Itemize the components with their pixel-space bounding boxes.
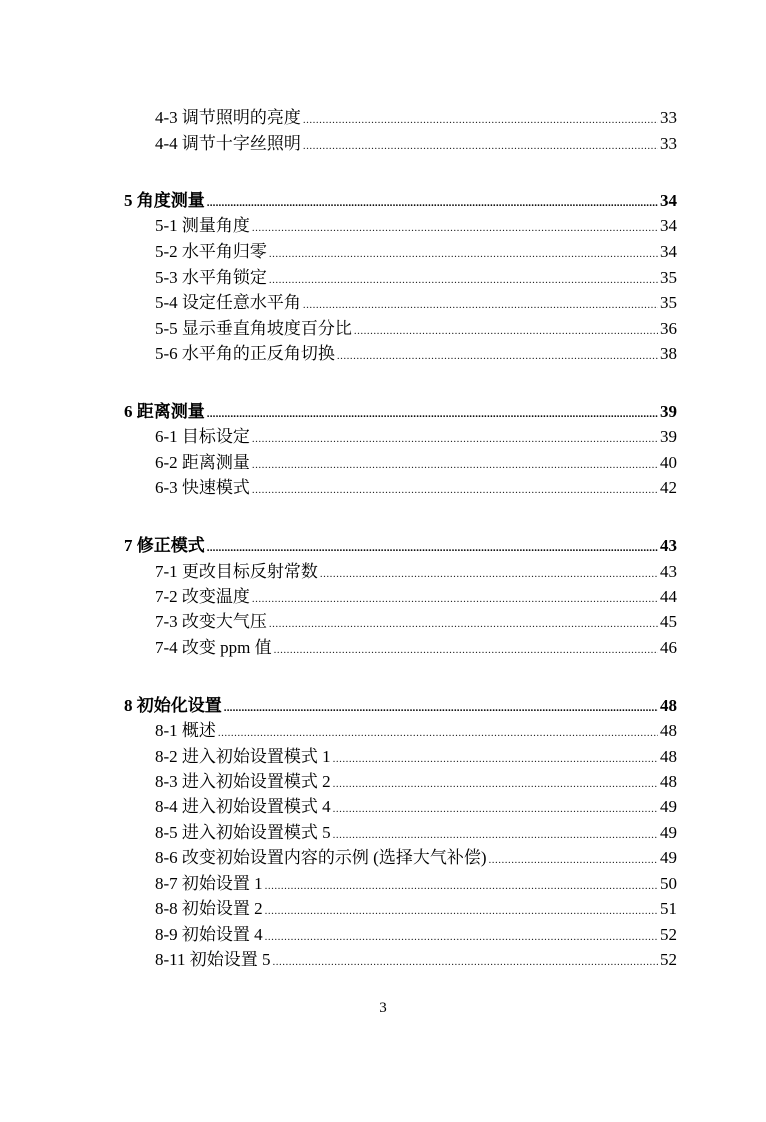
dot-leader [273,951,658,973]
toc-row [124,190,677,214]
dot-leader [269,613,658,635]
dot-leader [218,722,658,744]
dot-leader [333,824,658,846]
toc-row [155,452,677,476]
toc-row [155,215,677,239]
dot-leader [252,479,658,501]
toc-entry-5-3[interactable] [0,267,766,291]
toc-entry-label: 8-5 进入初始设置模式 5 [155,823,331,842]
toc-row [155,822,677,846]
toc-entry-label: 8-8 初始设置 2 [155,899,263,918]
page-number: 3 [379,1000,387,1016]
toc-entry-6-3[interactable] [0,477,766,501]
toc-entry-5-2[interactable] [0,241,766,265]
dot-leader [337,345,658,367]
toc-entry-page: 34 [660,242,677,261]
dot-leader [265,926,658,948]
toc-entry-label: 7-4 改变 ppm 值 [155,638,272,657]
toc-entry-page: 40 [660,453,677,472]
toc-entry-page: 33 [660,134,677,153]
toc-entry-label: 5-6 水平角的正反角切换 [155,344,335,363]
toc-entry-page: 35 [660,268,677,287]
toc-entry-page: 33 [660,108,677,127]
toc-entry-5-6[interactable] [0,343,766,367]
toc-row [155,873,677,897]
toc-entry-label: 8-7 初始设置 1 [155,874,263,893]
toc-row [124,695,677,719]
toc-entry-page: 51 [660,899,677,918]
toc-entry-7-4[interactable] [0,637,766,661]
toc-entry-label: 5-2 水平角归零 [155,242,267,261]
toc-row [124,401,677,425]
toc-entry-8-3[interactable] [0,771,766,795]
toc-entry-5-5[interactable] [0,318,766,342]
toc-entry-6-1[interactable] [0,426,766,450]
toc-row [155,477,677,501]
toc-entry-label: 8-6 改变初始设置内容的示例 (选择大气补偿) [155,848,487,867]
toc-row [155,267,677,291]
toc-entry-label: 8-1 概述 [155,721,216,740]
toc-entry-8-8[interactable] [0,898,766,922]
toc-entry-label: 8-2 进入初始设置模式 1 [155,747,331,766]
toc-entry-label: 8-9 初始设置 4 [155,925,263,944]
toc-entry-page: 38 [660,344,677,363]
toc-entry-label: 4-3 调节照明的亮度 [155,108,301,127]
toc-chapter-6[interactable] [0,401,766,425]
toc-entry-page: 48 [660,772,677,791]
dot-leader [333,748,658,770]
dot-leader [354,320,658,342]
toc-entry-label: 6-2 距离测量 [155,453,250,472]
toc-entry-page: 44 [660,587,677,606]
toc-entry-page: 48 [660,747,677,766]
toc-entry-8-6[interactable] [0,847,766,871]
toc-entry-label: 4-4 调节十字丝照明 [155,134,301,153]
toc-entry-label: 6-1 目标设定 [155,427,250,446]
toc-row [155,637,677,661]
dot-leader [488,849,658,871]
toc-entry-page: 50 [660,874,677,893]
toc-entry-label: 5-1 测量角度 [155,216,250,235]
toc-chapter-label: 5 角度测量 [124,191,205,210]
toc-row [155,318,677,342]
toc-entry-8-1[interactable] [0,720,766,744]
toc-entry-page: 49 [660,848,677,867]
toc-entry-page: 36 [660,319,677,338]
toc-entry-label: 6-3 快速模式 [155,478,250,497]
dot-leader [269,269,658,291]
toc-chapter-5[interactable] [0,190,766,214]
toc-entry-label: 5-4 设定任意水平角 [155,293,301,312]
dot-leader [252,454,658,476]
toc-row [155,746,677,770]
toc-row [155,949,677,973]
toc-entry-label: 5-5 显示垂直角坡度百分比 [155,319,352,338]
toc-row [155,720,677,744]
toc-entry-page: 34 [660,216,677,235]
dot-leader [320,563,658,585]
dot-leader [303,109,658,131]
toc-row [155,611,677,635]
toc-entry-8-4[interactable] [0,796,766,820]
toc-chapter-page: 34 [660,191,677,210]
toc-row [155,586,677,610]
toc-row [155,847,677,871]
toc-row [124,535,677,559]
dot-leader [333,798,658,820]
toc-entry-label: 7-2 改变温度 [155,587,250,606]
toc-entry-label: 5-3 水平角锁定 [155,268,267,287]
toc-entry-8-11[interactable] [0,949,766,973]
toc-chapter-page: 39 [660,402,677,421]
toc-row [155,898,677,922]
dot-leader [207,192,658,214]
toc-chapter-label: 8 初始化设置 [124,696,222,715]
dot-leader [252,588,658,610]
toc-row [155,426,677,450]
toc-chapter-8[interactable] [0,695,766,719]
toc-entry-label: 7-3 改变大气压 [155,612,267,631]
toc-entry-8-2[interactable] [0,746,766,770]
toc-entry-page: 52 [660,925,677,944]
toc-row [155,796,677,820]
toc-entry-page: 43 [660,562,677,581]
toc-entry-label: 7-1 更改目标反射常数 [155,562,318,581]
dot-leader [333,773,658,795]
toc-chapter-page: 43 [660,536,677,555]
toc-row [155,241,677,265]
dot-leader [265,875,658,897]
toc-entry-page: 49 [660,823,677,842]
dot-leader [303,294,658,316]
dot-leader [252,428,658,450]
dot-leader [274,639,658,661]
toc-entry-8-7[interactable] [0,873,766,897]
toc-row [155,107,677,131]
dot-leader [224,697,658,719]
toc-entry-7-2[interactable] [0,586,766,610]
toc-chapter-label: 6 距离测量 [124,402,205,421]
toc-entry-4-4[interactable] [0,133,766,157]
dot-leader [207,403,658,425]
toc-entry-page: 46 [660,638,677,657]
toc-entry-label: 8-4 进入初始设置模式 4 [155,797,331,816]
toc-entry-page: 52 [660,950,677,969]
toc-entry-label: 8-3 进入初始设置模式 2 [155,772,331,791]
dot-leader [265,900,658,922]
toc-chapter-label: 7 修正模式 [124,536,205,555]
toc-row [155,924,677,948]
dot-leader [269,243,658,265]
toc-entry-page: 45 [660,612,677,631]
toc-entry-7-1[interactable] [0,561,766,585]
toc-entry-5-4[interactable] [0,292,766,316]
toc-entry-8-9[interactable] [0,924,766,948]
toc-row [155,292,677,316]
toc-row [155,771,677,795]
toc-chapter-7[interactable] [0,535,766,559]
toc-chapter-page: 48 [660,696,677,715]
toc-entry-label: 8-11 初始设置 5 [155,950,271,969]
toc-entry-8-5[interactable] [0,822,766,846]
toc-entry-page: 39 [660,427,677,446]
dot-leader [252,217,658,239]
toc-entry-4-3[interactable] [0,107,766,131]
toc-entry-page: 48 [660,721,677,740]
toc-entry-page: 49 [660,797,677,816]
dot-leader [207,537,658,559]
toc-entry-7-3[interactable] [0,611,766,635]
toc-entry-5-1[interactable] [0,215,766,239]
toc-entry-page: 35 [660,293,677,312]
toc-row [155,343,677,367]
toc-entry-6-2[interactable] [0,452,766,476]
toc-entry-page: 42 [660,478,677,497]
toc-row [155,561,677,585]
dot-leader [303,135,658,157]
toc-row [155,133,677,157]
